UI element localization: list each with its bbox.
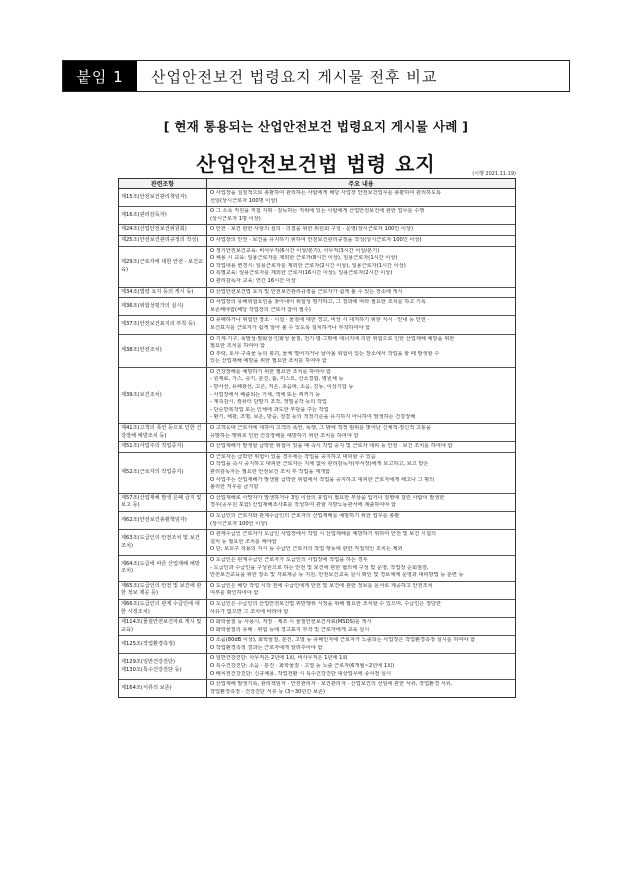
content-line: 불리한 처우를 금지함	[210, 484, 259, 491]
poster-title: 산업안전보건법 법령 요지	[196, 152, 436, 176]
content-line: 선임(상시근로자 100명 이상)	[210, 197, 278, 204]
article-cell: 제25조(안전보건관리규정의 작성)	[119, 236, 207, 246]
content-line: - 방사선, 유해광선, 고온, 저온, 초음파, 소음, 진동, 이상기압 등	[210, 384, 354, 391]
table-row	[119, 207, 515, 225]
table-row	[119, 582, 515, 600]
content-line: O 그 소속 직원을 직접 지휘 · 감독하는 직위에 있는 사람에게 산업안전보건에 관한 업무를 수행	[210, 208, 425, 215]
content-line: O 도급인은 해당 작업 시작 전에 수급인에게 안전 및 보건에 관한 정보를 문서로 제공하고 안전조치	[210, 582, 433, 589]
section-subtitle: [ 현재 통용되는 산업안전보건 법령요지 게시물 사례 ]	[163, 119, 469, 134]
column-header-article: 관련조항	[119, 179, 207, 188]
content-cell	[207, 207, 515, 224]
content-line: O 안전 · 보건 관한 사항의 심의 · 의결을 위한 위원회 구성 · 운영(상시근로자 100인 이상)	[210, 226, 414, 233]
article-cell: 제36조(위험성평가의 실시)	[119, 298, 207, 315]
table-row	[119, 654, 515, 680]
table-header	[119, 179, 515, 189]
article-cell: 제125조(작업환경측정)	[119, 636, 207, 653]
content-cell	[207, 189, 515, 206]
table-row	[119, 424, 515, 442]
content-line: 필요한 조치를 하여야 함	[210, 343, 266, 350]
table-row	[119, 680, 515, 697]
table-row	[119, 636, 515, 654]
article-cell: 제39조(보건조치)	[119, 368, 207, 423]
content-line: O 관리감독자 교육: 연간 16시간 이상	[210, 277, 296, 284]
table-row	[119, 247, 515, 288]
content-line: O 도급인은 수급인의 산업안전보건법 위반행위 시정을 위해 필요한 조치할 수 있으며, 수급인은 정당한	[210, 600, 441, 607]
content-cell	[207, 298, 515, 315]
content-line: O 사업주는 산업재해가 발생할 급박한 위험에서 작업을 중지하고 대피한 근로자에게 해고나 그 밖의	[210, 476, 435, 483]
article-cell: 제29조(근로자에 대한 안전 · 보건교육)	[119, 247, 207, 287]
table-row	[119, 600, 515, 618]
content-cell	[207, 654, 515, 679]
content-line: O 추락, 토사·구축물 등의 붕괴, 물체 떨어지거나 날아올 위험이 있는 장소에서 작업을 할 때 발생할 수	[210, 350, 440, 357]
table-row	[119, 494, 515, 512]
content-line: O 산업재해로 사망자가 발생하거나 3일 이상의 휴업이 필요한 부상을 입거나 질병에 걸린 사람이 발생한	[210, 494, 445, 501]
content-line: O 사업장을 실질적으로 총괄하여 관리하는 사람에게 해당 사업장 안전보건업무를 총괄하여 관리하도록	[210, 190, 442, 196]
table-row	[119, 618, 515, 636]
law-summary-table	[118, 178, 516, 698]
content-cell	[207, 236, 515, 246]
content-cell	[207, 247, 515, 287]
content-cell	[207, 453, 515, 493]
content-line: - 도급인과 수급인을 구성원으로 하는 안전 및 보건에 관한 협의체 구성 및 운영, 작업장 순회점검,	[210, 564, 429, 571]
content-line: 안전보건교육을 위한 장소 및 자료제공 등 지원, 안전보건교육 실시 확인 및 경보체계 운영과 대피방법 등 훈련 등	[210, 572, 464, 579]
article-cell: 제62조(안전보건총괄책임자)	[119, 512, 207, 529]
article-cell: 제129조(일반건강진단) 제130조(특수건강진단 등)	[119, 654, 207, 679]
content-cell	[207, 530, 515, 555]
content-line: 보건표지를 근로자가 쉽게 알아 볼 수 있도록 설치하거나 부착하여야 함	[210, 324, 371, 331]
content-line: O 작업을 즉시 중지하고 대피한 근로자는 지체 없이 관리감독자(부서장)에게 보고하고, 보고 받은	[210, 461, 429, 468]
article-cell: 제52조(근로자의 작업중지)	[119, 453, 207, 493]
article-cell: 제41조(고객의 폭언 등으로 인한 건강장해 예방조치 등)	[119, 424, 207, 441]
content-cell	[207, 225, 515, 235]
table-row	[119, 225, 515, 236]
table-row	[119, 335, 515, 368]
content-cell	[207, 288, 515, 298]
content-line: O 화학물질의 유해 · 위험 등에 경고표지 부착 및 근로자에게 교육 실시	[210, 626, 370, 633]
content-line: (상시근로자 1명 이상)	[210, 215, 261, 222]
attachment-header	[62, 60, 570, 92]
content-line: - 원재료, 가스, 증기, 분진, 흄, 미스트, 산소결핍, 병원체 등	[210, 376, 344, 383]
content-cell	[207, 680, 515, 697]
table-row	[119, 298, 515, 316]
content-cell	[207, 618, 515, 635]
attachment-badge: 붙임 1	[63, 61, 137, 91]
content-line: O 배치전건강진단: 신규채용, 작업전환 시 특수건강진단 대상업무에 종사전 실시	[210, 670, 392, 677]
content-line: O 특수건강진단: 소음 · 분진 · 화학물질 · 고열 등 노출 근로자(6개월~2년에 1회)	[210, 663, 395, 670]
content-line: O 일반건강진단: 사무직은 2년에 1회, 비사무직은 1년에 1회	[210, 655, 348, 662]
content-line: O 산업안전보건법 요지 및 안전보건관리규정을 근로자가 쉽게 볼 수 있는 장소에 게시	[210, 288, 403, 295]
table-row	[119, 236, 515, 247]
article-cell: 제37조(안전보건표지의 부착 등)	[119, 316, 207, 333]
content-line: O 고객응대 근로자에 대하여 고객의 폭언, 폭행, 그 밖에 적정 범위를 벗어난 신체적·정신적 고통을	[210, 425, 431, 432]
article-cell: 제15조(안전보건관리책임자)	[119, 189, 207, 206]
table-row	[119, 530, 515, 556]
content-line: O 관계수급인 근로자가 도급인 사업장에서 작업 시 산업재해를 예방하기 위하여 안전 및 보건 시설의	[210, 531, 436, 538]
content-line: 작업환경측정 · 건강진단 서류 등 (3~30년간 보존)	[210, 688, 326, 695]
content-line: O 근로자는 급박한 위험이 있을 경우에는 작업을 중지하고 대피할 수 있음	[210, 453, 376, 460]
enforcement-date: (시행 2021.11.19)	[472, 171, 516, 177]
article-cell: 제34조(법령 요지 등의 게시 등)	[119, 288, 207, 298]
content-line: O 단, 보호구 착용의 지시 등 수급인 근로자의 작업 행동에 관한 직접적인 조치는 제외	[210, 546, 403, 553]
content-line: 유발하는 행위로 인한 건강장해를 예방하기 위한 조치를 하여야 함	[210, 432, 359, 439]
content-cell	[207, 442, 515, 452]
content-line: O 유해하거나 위험한 장소 · 시설 · 물질에 대한 경고, 비상 시 대처하기 위한 지시 · 안내 등 안전 ·	[210, 317, 430, 324]
article-cell: 제16조(관리감독자)	[119, 207, 207, 224]
content-line: - 계측감시, 컴퓨터 단말기 조작, 정밀공작 등의 작업	[210, 399, 327, 406]
column-header-content: 주요 내용	[348, 181, 374, 188]
content-line: O 작업환경측정 결과는 근로자에게 알려주어야 함	[210, 644, 323, 651]
content-line: O 기계·기구, 폭발성·발화성·인화성 물질, 전기·열·그밖에 에너지에 의한 위험으로 인한 산업재해 예방을 위한	[210, 335, 455, 342]
content-line: - 사업장에서 배출되는 기체, 액체 또는 찌꺼기 등	[210, 391, 321, 398]
article-cell: 제24조(산업안전보건위원회)	[119, 225, 207, 235]
content-line: O 정기안전보건교육: 비사무직(6시간 이상/분기), 사무직(3시간 이상/분기)	[210, 247, 380, 254]
content-line: (상시근로자 100인 이상)	[210, 520, 268, 527]
content-line: O 사업장의 안전 · 보건을 유지하기 위하여 안전보건관리규정을 작성(상시근로자 100인 이상)	[210, 236, 422, 243]
content-line: O 건강장해를 예방하기 위한 필요한 조치를 하여야 함	[210, 368, 331, 375]
content-line: 설치 등 필요한 조치를 해야함	[210, 538, 277, 545]
content-line: O 채용 시 교육: 일용근로자를 제외한 근로자(8시간 이상), 일용근로자(1시간 이상)	[210, 255, 398, 262]
content-line: - 단순반복작업 또는 인체에 과도한 부담을 주는 작업	[210, 406, 329, 413]
content-cell	[207, 600, 515, 617]
content-line: 여부를 확인하여야 함	[210, 590, 259, 597]
article-cell: 제64조(도급에 따른 산업재해 예방조치)	[119, 556, 207, 581]
content-line: O 산업재해 발생기록, 관리책임자 · 안전관리자 · 보건관리자 · 산업보건의 선임에 관한 서류, 작업환경 서류,	[210, 681, 453, 688]
article-cell: 제66조(도급인의 관계 수급인에 대한 시정조치)	[119, 600, 207, 617]
content-cell	[207, 316, 515, 333]
table-row	[119, 442, 515, 453]
content-cell	[207, 582, 515, 599]
article-cell: 제51조(사업주의 작업중지)	[119, 442, 207, 452]
article-cell: 제63조(도급인의 안전조치 및 보건조치)	[119, 530, 207, 555]
content-line: 경우(공무원 포함) 산업재해조사표를 작성하여 관할 지방노동관서에 제출하여야 함	[210, 502, 396, 509]
attachment-title: 산업안전보건 법령요지 게시물 전후 비교	[151, 67, 438, 86]
content-line: 있는 산업재해 예방을 위한 필요한 조치를 하여야 함	[210, 358, 327, 365]
table-row	[119, 316, 515, 334]
content-cell	[207, 424, 515, 441]
content-cell	[207, 512, 515, 529]
article-cell: 제114조(물질안전보건자료 게시 및 교육)	[119, 618, 207, 635]
content-line: - 환기, 채광, 조명, 보온, 방습, 청결 등의 적정기준을 유지하지 아니하여 발생하는 건강장해	[210, 414, 416, 421]
table-row	[119, 512, 515, 530]
content-line: 관리감독자는 필요한 안전보건 조치 후 작업을 재개함	[210, 469, 331, 475]
table-row	[119, 556, 515, 582]
table-body	[119, 189, 515, 697]
content-cell	[207, 335, 515, 367]
table-row	[119, 453, 515, 494]
article-cell: 제38조(안전조치)	[119, 335, 207, 367]
content-line: O 화학물질 등 사용시, 저장 · 제조 시 물질안전보건자료(MSDS)를 게시	[210, 619, 372, 626]
content-cell	[207, 368, 515, 423]
content-cell	[207, 494, 515, 511]
content-line: O 산업재해가 발생할 급박한 위험이 있을 때 즉시 작업 중지 및 근로자 대피 등 안전 · 보건 조치를 하여야 함	[210, 443, 453, 450]
content-line: O 도급인의 근로자와 관계수급인의 근로자의 산업재해를 예방하기 위한 업무를 총괄	[210, 512, 400, 519]
content-line: O 특별교육: 일용근로자를 제외한 근로자(16시간 이상), 일용근로자(2시간 이상)	[210, 270, 393, 277]
content-line: O 도급인은 관계수급인 근로자가 도급인의 사업장에 작업을 하는 경우	[210, 556, 368, 563]
table-row	[119, 189, 515, 207]
table-row	[119, 288, 515, 299]
article-cell: 제164조(서류의 보존)	[119, 680, 207, 697]
article-cell: 제57조(산업재해 발생 은폐 금지 및 보고 등)	[119, 494, 207, 511]
content-cell	[207, 556, 515, 581]
content-line: O 소음(80dB 이상), 화학물질, 분진, 고열 등 유해인자에 근로자가 노출되는 사업장은 작업환경측정 실시를 하여야 함	[210, 637, 476, 644]
content-line: O 작업내용 변경시: 일용근로자를 제외한 근로자(2시간 이상), 일용근로자(1시간 이상)	[210, 262, 406, 269]
content-line: O 사업장의 유해위험요인을 찾아내어 위험성 평가하고, 그 결과에 따라 필요한 조치를 하고 기록	[210, 299, 426, 306]
article-cell: 제65조(도급인의 안전 및 보건에 관한 정보 제공 등)	[119, 582, 207, 599]
content-line: 보존해야함(해당 작업장의 근로자 참여 필수)	[210, 306, 311, 313]
content-cell	[207, 636, 515, 653]
table-row	[119, 368, 515, 424]
content-line: 사유가 없으면 그 조치에 따라야 함	[210, 608, 289, 615]
